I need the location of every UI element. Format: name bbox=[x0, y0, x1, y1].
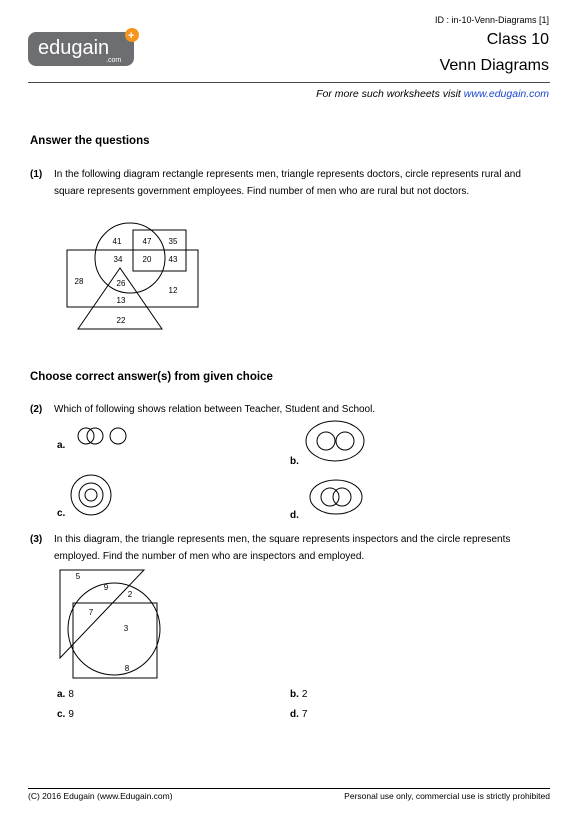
q2-option-c-letter: c. bbox=[57, 508, 66, 519]
q3-option-c-letter: c. bbox=[57, 709, 66, 720]
q2-option-a-letter: a. bbox=[57, 440, 66, 451]
more-worksheets-text: For more such worksheets visit bbox=[316, 88, 464, 100]
q1-label-28: 28 bbox=[74, 277, 84, 286]
worksheet-id: ID : in-10-Venn-Diagrams [1] bbox=[434, 15, 549, 25]
q3-option-b-letter: b. bbox=[290, 689, 299, 700]
footer-copyright: (C) 2016 Edugain (www.Edugain.com) bbox=[28, 791, 173, 801]
logo-subtext: .com bbox=[106, 57, 122, 64]
q1-label-41: 41 bbox=[112, 237, 122, 246]
q3-option-a-letter: a. bbox=[57, 689, 66, 700]
q3-option-c[interactable] bbox=[57, 709, 74, 720]
q3-label-3: 3 bbox=[123, 624, 129, 633]
q1-label-35: 35 bbox=[168, 237, 178, 246]
q3-label-2: 2 bbox=[127, 590, 133, 599]
q1-label-13: 13 bbox=[116, 296, 126, 305]
q1-label-22: 22 bbox=[116, 316, 126, 325]
q1-label-20: 20 bbox=[142, 255, 152, 264]
section-heading-answer: Answer the questions bbox=[30, 135, 150, 147]
q3-label-5: 5 bbox=[75, 572, 81, 581]
logo-plus-icon: + bbox=[128, 30, 135, 42]
question-3-text: In this diagram, the triangle represents men, the square represents inspectors and the circle represents employed. Find the number of men who are inspectors and employed. bbox=[54, 534, 511, 562]
question-1-text: In the following diagram rectangle represents men, triangle represents doctors, circle represents rural and square represents government employees. Find number of men who are rural but not doctors. bbox=[54, 169, 521, 197]
q3-label-9: 9 bbox=[103, 583, 109, 592]
q3-option-b-value: 2 bbox=[301, 689, 308, 700]
q3-option-a[interactable] bbox=[57, 689, 74, 700]
question-2-text: Which of following shows relation between Teacher, Student and School. bbox=[54, 404, 376, 415]
q1-label-43: 43 bbox=[168, 255, 178, 264]
q1-label-34: 34 bbox=[113, 255, 123, 264]
q3-option-d[interactable] bbox=[290, 709, 307, 720]
q3-option-c-value: 9 bbox=[68, 709, 74, 720]
q3-option-d-value: 7 bbox=[301, 709, 308, 720]
q2-option-b-letter: b. bbox=[290, 456, 299, 467]
inspectors-square bbox=[73, 603, 157, 678]
logo-text: edugain bbox=[38, 37, 110, 59]
footer-usage-notice: Personal use only, commercial use is strictly prohibited bbox=[344, 791, 550, 801]
q3-label-7: 7 bbox=[88, 608, 94, 617]
employed-circle bbox=[68, 583, 160, 675]
question-1-number: (1) bbox=[30, 169, 43, 180]
q3-option-d-letter: d. bbox=[290, 709, 299, 720]
question-2-number: (2) bbox=[30, 404, 43, 415]
section-heading-choose: Choose correct answer(s) from given choice bbox=[30, 371, 273, 383]
footer-divider bbox=[28, 788, 550, 789]
q3-option-a-value: 8 bbox=[68, 689, 74, 700]
q1-label-12: 12 bbox=[168, 286, 178, 295]
edugain-link[interactable]: www.edugain.com bbox=[463, 88, 549, 100]
q3-option-b[interactable] bbox=[290, 689, 307, 700]
q1-label-47: 47 bbox=[142, 237, 152, 246]
q3-label-8: 8 bbox=[124, 664, 130, 673]
q1-label-26: 26 bbox=[116, 279, 126, 288]
class-label: Class 10 bbox=[486, 31, 549, 48]
page-title: Venn Diagrams bbox=[439, 57, 549, 74]
q2-option-d-letter: d. bbox=[290, 510, 299, 521]
question-3-number: (3) bbox=[30, 534, 43, 545]
